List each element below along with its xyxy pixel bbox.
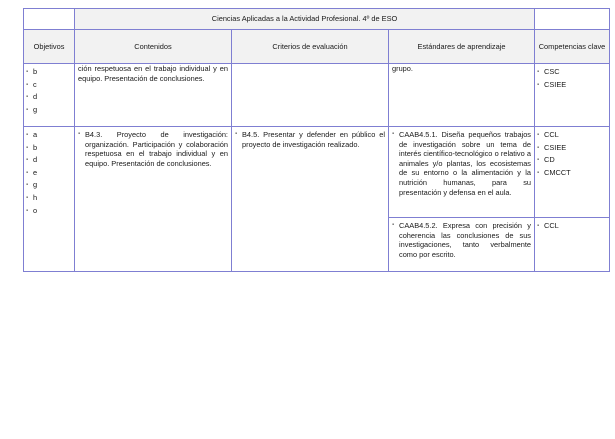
criterios-cell <box>232 127 389 272</box>
list-item: ▪ CCL <box>537 129 606 142</box>
list-item: ▪ b <box>26 66 71 79</box>
list-item: ▪ h <box>26 192 71 205</box>
header-competencias: Competencias clave <box>535 30 610 64</box>
list-item: ▪ CD <box>537 154 606 167</box>
list-item: ▪ g <box>26 104 71 117</box>
header-criterios: Criterios de evaluación <box>232 30 389 64</box>
criterios-cell <box>232 64 389 127</box>
table-row <box>24 127 610 218</box>
header-estandares: Estándares de aprendizaje <box>389 30 535 64</box>
list-item: ▪ a <box>26 129 71 142</box>
table-title: Ciencias Aplicadas a la Actividad Profesional. 4º de ESO <box>75 9 535 30</box>
list-item: ▪ c <box>26 79 71 92</box>
header-contenidos: Contenidos <box>75 30 232 64</box>
competencias-cell <box>535 218 610 272</box>
list-item: ▪ CSIEE <box>537 142 606 155</box>
contenidos-text: ción respetuosa en el trabajo individual y en equipo. Presentación de conclusiones. <box>78 64 228 83</box>
curriculum-table <box>23 8 610 272</box>
estandares-cell <box>389 64 535 127</box>
estandar-text: ▪ CAAB4.5.1. Diseña pequeños trabajos de investigación sobre un tema de interés científico-tecnológico o relativo a animales y/o plantas, los ecosistemas de su entorno o la alimentación y la nutrición humanas, para su presentación y defensa en el aula. <box>392 130 531 197</box>
list-item: ▪ e <box>26 167 71 180</box>
estandares-text: grupo. <box>392 64 413 73</box>
contenidos-cell <box>75 127 232 272</box>
list-item: ▪ b <box>26 142 71 155</box>
list-item: ▪ CSIEE <box>537 79 606 92</box>
objetivos-cell <box>24 64 75 127</box>
list-item: ▪ CCL <box>537 220 606 233</box>
table-row <box>24 64 610 127</box>
estandares-cell <box>389 127 535 218</box>
list-item: ▪ d <box>26 91 71 104</box>
list-item: ▪ CSC <box>537 66 606 79</box>
competencias-cell <box>535 64 610 127</box>
list-item: ▪ o <box>26 205 71 218</box>
contenidos-text: ▪ B4.3. Proyecto de investigación: organización. Participación y colaboración respetuosa en el trabajo individual y en equipo. Presentación de conclusiones. <box>78 130 228 168</box>
objetivos-cell <box>24 127 75 272</box>
corner-cell-right <box>535 9 610 30</box>
estandar-text: ▪ CAAB4.5.2. Expresa con precisión y coherencia las conclusiones de sus investigaciones, tanto verbalmente como por escrito. <box>392 221 531 259</box>
contenidos-cell <box>75 64 232 127</box>
corner-cell <box>24 9 75 30</box>
criterios-text: ▪ B4.5. Presentar y defender en público el proyecto de investigación realizado. <box>235 130 385 149</box>
estandares-cell <box>389 218 535 272</box>
list-item: ▪ g <box>26 179 71 192</box>
header-objetivos: Objetivos <box>24 30 75 64</box>
competencias-cell <box>535 127 610 218</box>
list-item: ▪ d <box>26 154 71 167</box>
list-item: ▪ CMCCT <box>537 167 606 180</box>
